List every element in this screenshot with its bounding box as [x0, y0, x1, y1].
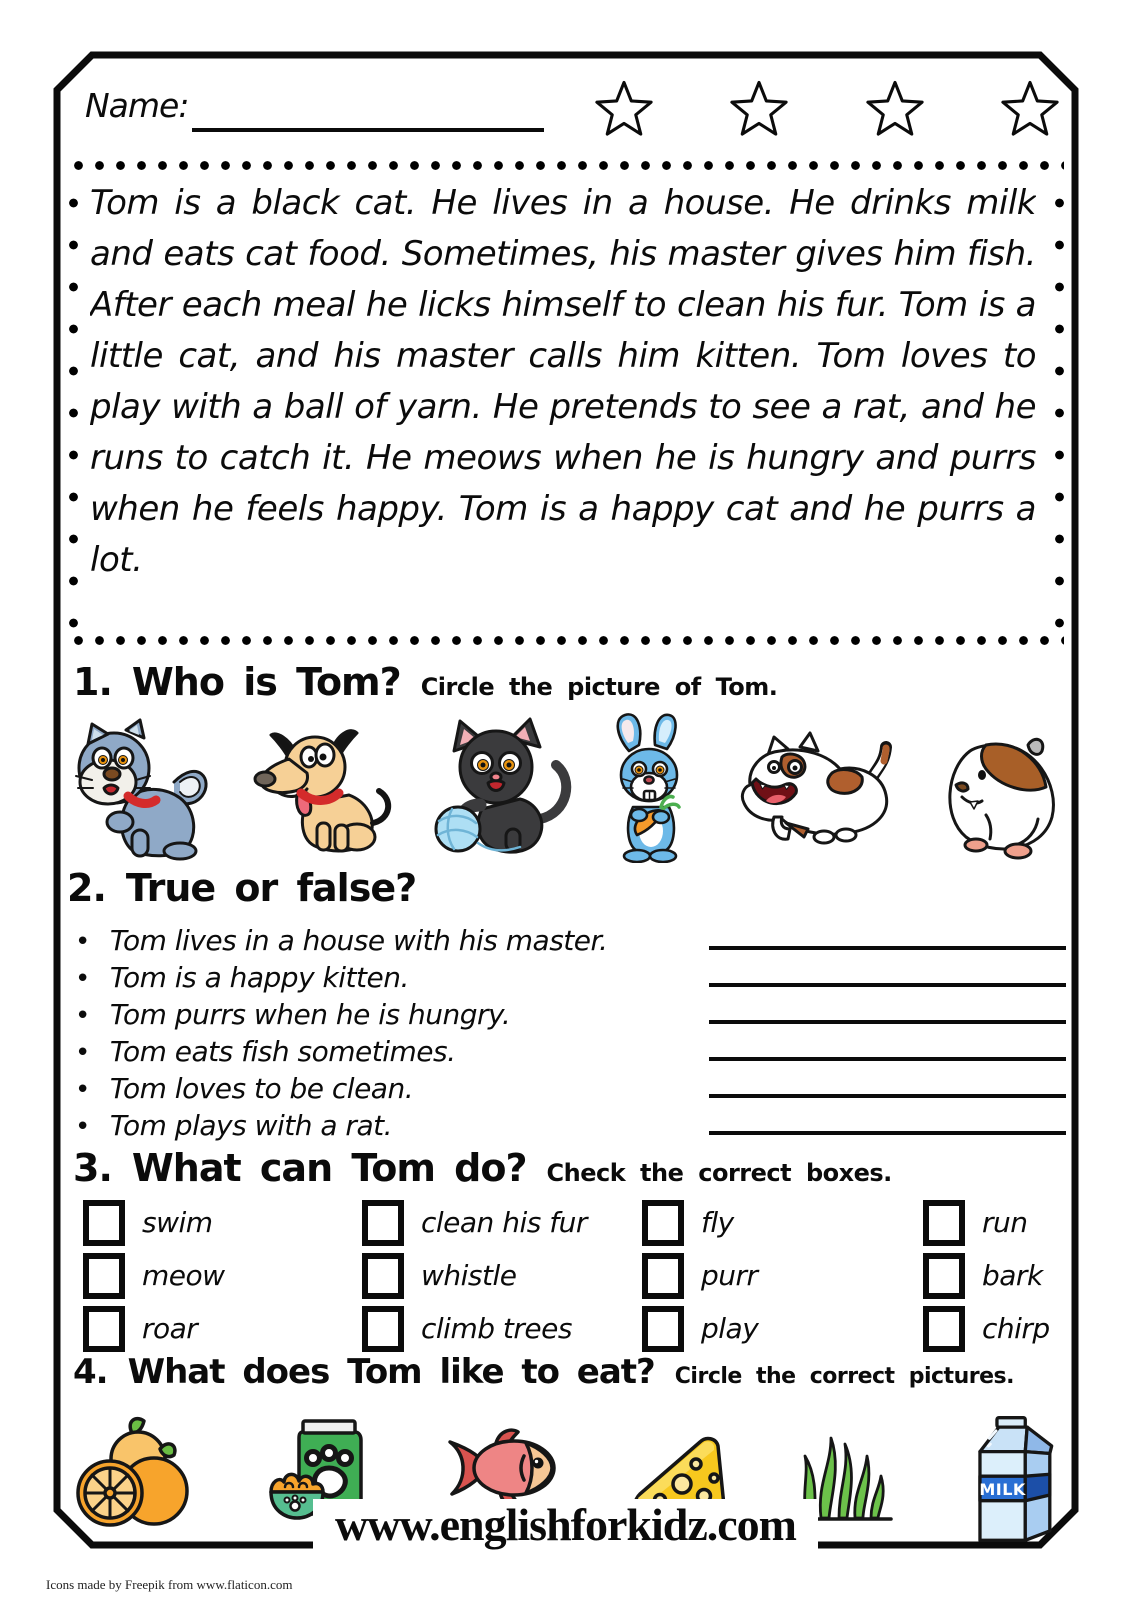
checkbox-label: whistle — [421, 1259, 517, 1292]
checkbox[interactable] — [362, 1253, 404, 1299]
checkbox-label: clean his fur — [421, 1206, 587, 1239]
star-icon — [999, 80, 1061, 142]
true-false-row — [67, 1031, 1066, 1068]
checkbox[interactable] — [642, 1253, 684, 1299]
checkbox-label: climb trees — [421, 1312, 572, 1345]
reading-passage: Tom is a black cat. He lives in a house. He drinks milk and eats cat food. Sometimes, his master gives him fish. After each meal he licks himself to clean his fur. Tom is a little cat, and his master calls him kitten. Tom loves to play with a ball of yarn. He pretends to see a rat, and he runs to catch it. He meows when he is hungry and purrs when he feels happy. Tom is a happy cat and he purrs a lot. — [90, 183, 1036, 580]
answer-blank[interactable] — [709, 1105, 1066, 1135]
checkbox-item — [362, 1196, 642, 1249]
q4-number: 4. — [73, 1352, 108, 1392]
true-false-row — [67, 994, 1066, 1031]
q1-number: 1. — [73, 660, 112, 704]
q3-checkbox-grid — [83, 1196, 1083, 1355]
guinea-pig-icon[interactable] — [930, 723, 1070, 861]
statement-text: • Tom loves to be clean. — [67, 1072, 413, 1105]
checkbox-item — [362, 1302, 642, 1355]
checkbox-item — [642, 1249, 923, 1302]
q1-title: Who is Tom? — [131, 660, 401, 704]
milk-label: MILK — [979, 1480, 1026, 1500]
passage-box-border-left — [69, 182, 78, 628]
checkbox-label: chirp — [982, 1312, 1050, 1345]
checkbox-column — [83, 1196, 362, 1355]
true-false-row — [67, 1068, 1066, 1105]
q3-title: What can Tom do? — [131, 1146, 527, 1190]
q1-picture-row — [62, 703, 1070, 863]
checkbox[interactable] — [923, 1253, 965, 1299]
true-false-row — [67, 1105, 1066, 1142]
checkbox[interactable] — [362, 1200, 404, 1246]
gray-cat-icon[interactable] — [62, 718, 222, 863]
checkbox-label: purr — [701, 1259, 758, 1292]
answer-blank[interactable] — [709, 920, 1066, 950]
q1-instruction: Circle the picture of Tom. — [420, 673, 778, 701]
checkbox-column — [362, 1196, 642, 1355]
blue-rabbit-with-carrot-icon[interactable] — [599, 711, 704, 863]
checkbox-label: roar — [142, 1312, 198, 1345]
checkbox[interactable] — [362, 1306, 404, 1352]
credit-text: Icons made by Freepik from www.flaticon.com — [46, 1577, 293, 1592]
q2-header — [67, 866, 1066, 910]
q1-header — [73, 660, 777, 704]
q4-header — [73, 1352, 1014, 1392]
checkbox-label: meow — [142, 1259, 225, 1292]
checkbox-label: swim — [142, 1206, 213, 1239]
checkbox-item — [923, 1249, 1083, 1302]
q3-number: 3. — [73, 1146, 112, 1190]
checkbox[interactable] — [923, 1200, 965, 1246]
checkbox-label: play — [701, 1312, 759, 1345]
checkbox-column — [923, 1196, 1083, 1355]
dog-icon[interactable] — [243, 723, 398, 863]
passage-box-border-bottom — [68, 636, 1064, 645]
q2-number: 2. — [67, 866, 106, 910]
statement-text: • Tom eats fish sometimes. — [67, 1035, 456, 1068]
white-orange-cat-icon[interactable] — [724, 725, 909, 857]
q4-instruction: Circle the correct pictures. — [674, 1364, 1014, 1389]
checkbox-item — [83, 1196, 362, 1249]
footer — [0, 1498, 1131, 1551]
checkbox[interactable] — [642, 1200, 684, 1246]
checkbox-label: fly — [701, 1206, 734, 1239]
q3-header — [73, 1146, 892, 1190]
statement-text: • Tom lives in a house with his master. — [67, 924, 607, 957]
statement-text: • Tom purrs when he is hungry. — [67, 998, 510, 1031]
star-row — [593, 80, 1061, 142]
black-cat-with-yarn-icon[interactable] — [418, 715, 578, 863]
checkbox[interactable] — [642, 1306, 684, 1352]
passage-box-border-top — [68, 161, 1064, 170]
true-false-row — [67, 957, 1066, 994]
checkbox-item — [362, 1249, 642, 1302]
star-icon — [864, 80, 926, 142]
statement-text: • Tom is a happy kitten. — [67, 961, 409, 994]
answer-blank[interactable] — [709, 1068, 1066, 1098]
q2-section — [67, 866, 1066, 1142]
checkbox[interactable] — [83, 1200, 125, 1246]
answer-blank[interactable] — [709, 994, 1066, 1024]
checkbox[interactable] — [83, 1306, 125, 1352]
answer-blank[interactable] — [709, 1031, 1066, 1061]
checkbox-column — [642, 1196, 923, 1355]
q2-title: True or false? — [125, 866, 417, 910]
true-false-row — [67, 920, 1066, 957]
checkbox-item — [923, 1302, 1083, 1355]
checkbox[interactable] — [923, 1306, 965, 1352]
star-icon — [728, 80, 790, 142]
answer-blank[interactable] — [709, 957, 1066, 987]
q4-title: What does Tom like to eat? — [127, 1352, 655, 1392]
checkbox-item — [83, 1249, 362, 1302]
name-label: Name: — [85, 86, 189, 125]
checkbox-label: bark — [982, 1259, 1043, 1292]
website-text: www.englishforkidz.com — [313, 1499, 818, 1550]
checkbox-item — [923, 1196, 1083, 1249]
q3-instruction: Check the correct boxes. — [546, 1159, 892, 1187]
passage-box-border-right — [1055, 182, 1064, 628]
statement-text: • Tom plays with a rat. — [67, 1109, 392, 1142]
name-input-line[interactable] — [192, 92, 544, 132]
checkbox-item — [642, 1302, 923, 1355]
checkbox-label: run — [982, 1206, 1028, 1239]
star-icon — [593, 80, 655, 142]
checkbox-item — [642, 1196, 923, 1249]
checkbox-item — [83, 1302, 362, 1355]
checkbox[interactable] — [83, 1253, 125, 1299]
